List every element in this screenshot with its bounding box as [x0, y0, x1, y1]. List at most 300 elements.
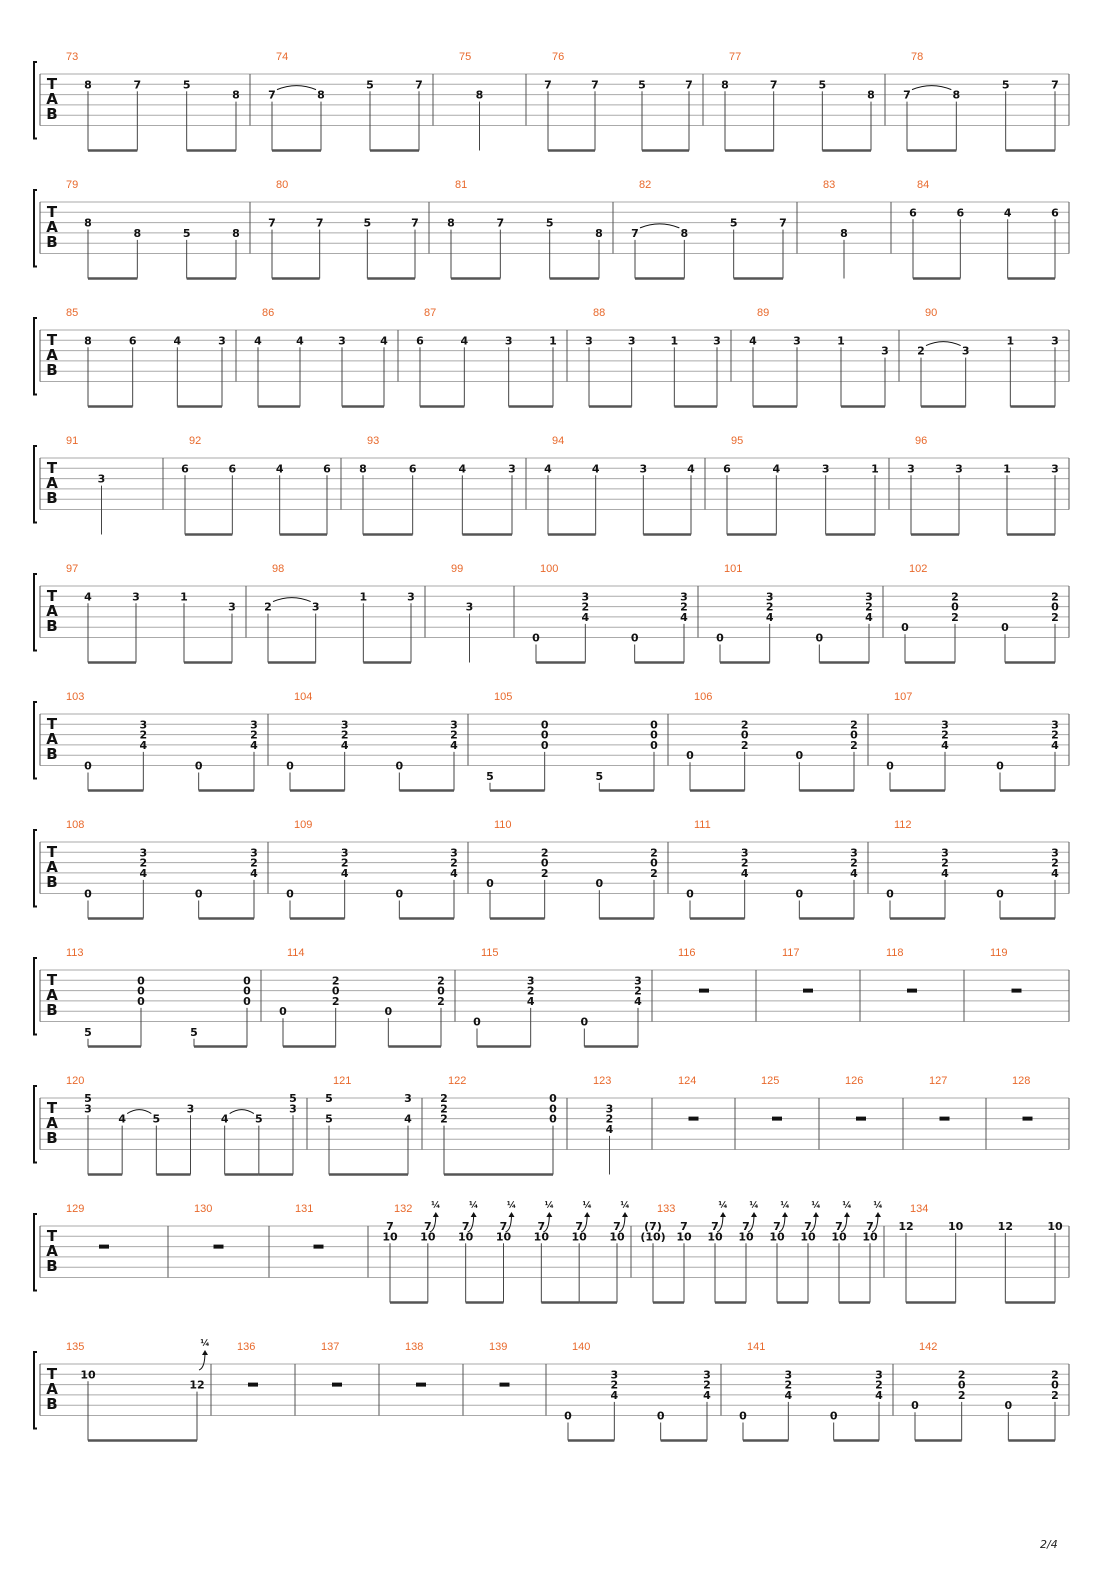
bend-label: ¼: [506, 1201, 517, 1211]
fret-number: 0: [243, 984, 251, 998]
fret-number: 2: [139, 728, 148, 742]
fret-number: 0: [243, 994, 251, 1008]
measure: [544, 435, 705, 535]
measure-number: 136: [237, 1341, 256, 1353]
fret-number: 7: [133, 78, 142, 92]
fret-number: 8: [133, 226, 142, 240]
measure-number: 83: [823, 179, 836, 191]
whole-rest: [332, 1383, 342, 1387]
bend-label: ¼: [842, 1201, 852, 1211]
fret-number: 10: [495, 1230, 512, 1244]
tab-clef-letter: T: [46, 971, 58, 989]
system-bracket: [34, 446, 37, 523]
measure: [321, 1341, 379, 1416]
fret-number: 0: [473, 1015, 481, 1029]
fret-number: 1: [1006, 334, 1015, 348]
fret-number: 5: [545, 216, 554, 230]
fret-number: 0: [437, 984, 445, 998]
fret-number: 10: [80, 1368, 96, 1382]
measure: [886, 691, 1069, 791]
fret-number: 3: [218, 334, 226, 348]
fret-number: 5: [818, 78, 827, 92]
fret-number: 2: [440, 1092, 448, 1105]
measure: [749, 307, 899, 407]
tab-clef-letter: B: [46, 873, 58, 891]
fret-number: 0: [650, 728, 658, 742]
fret-number: 2: [784, 1378, 793, 1392]
measure-number: 105: [494, 691, 513, 703]
measure: [268, 51, 433, 151]
fret-number: 4: [450, 738, 458, 752]
fret-number: 3: [340, 718, 349, 732]
fret-number: 3: [585, 334, 593, 348]
fret-number: 3: [881, 344, 889, 358]
measure-number: 127: [929, 1075, 948, 1087]
fret-number: 6: [408, 462, 417, 476]
bend-arrowhead: [844, 1212, 850, 1217]
fret-number: 2: [865, 600, 873, 614]
tab-clef-letter: T: [46, 715, 58, 733]
fret-number: 0: [194, 887, 203, 901]
fret-number: 10: [707, 1230, 723, 1244]
fret-number: 7: [411, 216, 419, 230]
whole-rest: [803, 989, 813, 993]
tie-arc: [273, 598, 311, 602]
fret-number: 2: [941, 728, 949, 742]
tie-arc: [230, 1110, 254, 1114]
measure-number: 93: [367, 435, 380, 447]
tab-clef-letter: B: [46, 617, 58, 635]
fret-number: 10: [458, 1230, 474, 1244]
measure: [845, 1075, 903, 1150]
fret-number: 3: [84, 1102, 92, 1116]
fret-number: 7: [537, 1220, 546, 1233]
fret-number: 8: [317, 88, 325, 102]
fret-number: 4: [254, 334, 262, 348]
fret-number: 10: [738, 1230, 754, 1244]
measure: [686, 691, 868, 791]
fret-number: 6: [1051, 206, 1059, 220]
staff-system: [34, 51, 1069, 151]
tab-clef-letter: A: [46, 218, 58, 236]
fret-number: 2: [951, 590, 959, 604]
staff-system: [34, 1338, 1069, 1441]
fret-number: 7: [268, 88, 276, 102]
fret-number: 10: [1047, 1220, 1063, 1233]
fret-number: 8: [595, 226, 603, 240]
fret-number: 2: [331, 974, 340, 988]
system-bracket: [34, 958, 37, 1035]
fret-number: 0: [650, 856, 658, 870]
fret-number: 7: [866, 1220, 874, 1233]
fret-number: 2: [1051, 590, 1059, 604]
fret-number: 10: [533, 1230, 549, 1244]
fret-number: 8: [721, 78, 729, 92]
fret-number: 0: [739, 1409, 747, 1423]
tab-clef-letter: A: [46, 346, 58, 364]
fret-number: 5: [638, 78, 646, 92]
fret-number: 1: [549, 334, 557, 348]
fret-number: 5: [325, 1112, 333, 1126]
staff-system: [34, 691, 1069, 791]
measure-number: 117: [782, 947, 800, 959]
measure-number: 139: [489, 1341, 508, 1353]
measure: [40, 1075, 307, 1175]
fret-number: 2: [250, 856, 258, 870]
measure-number: 80: [276, 179, 289, 191]
fret-number: 8: [84, 334, 92, 348]
fret-number: 3: [605, 1102, 614, 1116]
fret-number: 7: [424, 1220, 432, 1233]
fret-number: 0: [243, 974, 251, 988]
fret-number: 8: [232, 88, 240, 102]
tie-arc: [640, 224, 679, 228]
measure: [459, 51, 526, 151]
fret-number: 4: [173, 334, 182, 348]
fret-number: 4: [1003, 206, 1012, 220]
fret-number: 5: [363, 216, 372, 230]
fret-number: 7: [613, 1220, 621, 1233]
fret-number: 0: [395, 759, 404, 773]
fret-number: 2: [440, 1112, 448, 1126]
fret-number: 6: [909, 206, 917, 220]
fret-number: 3: [941, 846, 949, 860]
measure-number: 74: [276, 51, 289, 63]
measure: [473, 947, 652, 1047]
bend-arrowhead: [875, 1212, 881, 1217]
fret-number: 0: [540, 718, 549, 732]
fret-number: 1: [837, 334, 845, 348]
measure: [359, 435, 526, 535]
tab-clef-letter: A: [46, 474, 58, 492]
system-bracket: [34, 830, 37, 907]
fret-number: 3: [1051, 462, 1059, 476]
measure: [901, 563, 1069, 663]
fret-number: 3: [821, 462, 830, 476]
fret-number: 3: [703, 1368, 711, 1382]
fret-number: 1: [670, 334, 679, 348]
bend-label: ¼: [431, 1201, 441, 1211]
fret-number: 2: [340, 856, 349, 870]
fret-number: 0: [137, 994, 145, 1008]
measure-number: 123: [593, 1075, 612, 1087]
fret-number: 0: [996, 759, 1004, 773]
fret-number: 12: [898, 1220, 914, 1233]
fret-number: 3: [228, 600, 236, 614]
fret-number: 0: [716, 631, 724, 645]
measure-number: 114: [287, 947, 305, 959]
measure-number: 126: [845, 1075, 864, 1087]
measure-number: 104: [294, 691, 313, 703]
measure: [640, 1200, 884, 1303]
fret-number: 8: [359, 462, 367, 476]
system-bracket: [34, 318, 37, 395]
fret-number: 2: [610, 1378, 619, 1392]
fret-number: 3: [340, 846, 349, 860]
bend-arrowhead: [622, 1212, 628, 1217]
fret-number: 7: [835, 1220, 843, 1233]
fret-number: 4: [687, 462, 695, 476]
fret-number: 7: [779, 216, 787, 230]
fret-number: 0: [996, 887, 1004, 901]
measure: [489, 1341, 546, 1416]
measure: [761, 1075, 819, 1150]
fret-number: 10: [382, 1230, 398, 1244]
measure-number: 102: [909, 563, 928, 575]
fret-number: 10: [609, 1230, 625, 1244]
whole-rest: [856, 1117, 866, 1121]
fret-number: 5: [255, 1112, 263, 1126]
measure-number: 75: [459, 51, 472, 63]
whole-rest: [1012, 989, 1022, 993]
fret-number: 7: [685, 78, 693, 92]
measure-number: 92: [189, 435, 202, 447]
fret-number: 4: [404, 1112, 412, 1126]
fret-number: 3: [250, 846, 258, 860]
fret-number: 2: [650, 866, 658, 880]
fret-number: 8: [232, 226, 240, 240]
fret-number: 0: [549, 1112, 557, 1126]
tab-clef-letter: A: [46, 1114, 58, 1132]
fret-number: 3: [404, 1092, 412, 1105]
fret-number: 0: [384, 1005, 393, 1019]
fret-number: 3: [581, 590, 590, 604]
measure-number: 87: [424, 307, 437, 319]
fret-number: 2: [650, 846, 658, 860]
measure: [279, 947, 455, 1047]
measure: [886, 819, 1069, 919]
fret-number: 1: [180, 590, 188, 604]
fret-number: 3: [250, 718, 258, 732]
tab-clef-letter: T: [46, 1365, 58, 1383]
fret-number: 3: [311, 600, 320, 614]
fret-number: 3: [639, 462, 648, 476]
page-number: 2/4: [1040, 1538, 1058, 1551]
fret-number: 3: [407, 590, 415, 604]
measure-number: 125: [761, 1075, 780, 1087]
tab-clef-letter: A: [46, 1242, 58, 1260]
fret-number: 7: [386, 1220, 394, 1233]
whole-rest: [416, 1383, 426, 1387]
measure: [40, 435, 163, 535]
staff-system: [34, 307, 1069, 407]
fret-number: 7: [680, 1220, 688, 1233]
fret-number: 7: [769, 78, 778, 92]
bend-label: ¼: [582, 1201, 592, 1211]
fret-number: 3: [139, 718, 148, 732]
measure-number: 131: [295, 1203, 314, 1215]
fret-number: 3: [907, 462, 915, 476]
fret-number: 4: [865, 610, 873, 624]
measure: [40, 1338, 211, 1441]
fret-number: 0: [286, 759, 294, 773]
fret-number: 3: [1051, 846, 1059, 860]
fret-number: 4: [250, 866, 258, 880]
fret-number: 2: [703, 1378, 711, 1392]
fret-number: 5: [595, 769, 604, 783]
measure: [723, 435, 889, 535]
fret-number: 4: [850, 866, 858, 880]
bend-arrowhead: [813, 1212, 819, 1217]
fret-number: 10: [862, 1230, 878, 1244]
fret-number: 5: [182, 78, 191, 92]
tab-clef-letter: T: [46, 843, 58, 861]
fret-number: 3: [289, 1102, 297, 1116]
tab-clef-letter: T: [46, 1227, 58, 1245]
fret-number: 2: [765, 600, 774, 614]
fret-number: 0: [815, 631, 824, 645]
fret-number: 0: [137, 974, 145, 988]
fret-number: (7): [644, 1220, 662, 1233]
fret-number: 7: [711, 1220, 719, 1233]
measure: [447, 179, 613, 279]
measure: [631, 179, 797, 279]
measure-number: 132: [394, 1203, 413, 1215]
fret-number: 1: [1003, 462, 1011, 476]
measure: [405, 1341, 463, 1416]
bend-label: ¼: [873, 1201, 883, 1211]
whole-rest: [500, 1383, 510, 1387]
tab-clef-letter: B: [46, 1257, 58, 1275]
measure-number: 111: [694, 819, 711, 831]
fret-number: 7: [631, 226, 639, 240]
fret-number: 1: [871, 462, 879, 476]
measure-number: 124: [678, 1075, 697, 1087]
fret-number: 2: [957, 1388, 966, 1402]
measure: [593, 1075, 652, 1175]
fret-number: 4: [680, 610, 688, 624]
measure-number: 118: [886, 947, 904, 959]
measure: [544, 51, 703, 151]
tab-clef-letter: T: [46, 331, 58, 349]
fret-number: 10: [769, 1230, 785, 1244]
bend-label: ¼: [200, 1339, 210, 1349]
fret-number: 7: [575, 1220, 583, 1233]
fret-number: 4: [460, 334, 469, 348]
measure-number: 108: [66, 819, 85, 831]
tab-clef-letter: T: [46, 203, 58, 221]
fret-number: 0: [630, 631, 639, 645]
fret-number: 4: [703, 1388, 711, 1402]
fret-number: 2: [850, 856, 858, 870]
fret-number: 0: [1004, 1399, 1013, 1413]
fret-number: 7: [415, 78, 423, 92]
fret-number: 4: [875, 1388, 883, 1402]
fret-number: 3: [850, 846, 858, 860]
fret-number: 4: [740, 866, 749, 880]
tab-clef-letter: B: [46, 489, 58, 507]
whole-rest: [699, 989, 709, 993]
tab-clef-letter: A: [46, 602, 58, 620]
measure-number: 130: [194, 1203, 213, 1215]
measure: [286, 819, 468, 919]
fret-number: 0: [656, 1409, 665, 1423]
tab-clef-letter: T: [46, 75, 58, 93]
measure: [917, 307, 1069, 407]
fret-number: 2: [581, 600, 590, 614]
fret-number: 3: [610, 1368, 619, 1382]
measure-number: 94: [552, 435, 565, 447]
tie-arc: [127, 1110, 151, 1114]
measure: [886, 947, 964, 1022]
measure: [564, 1341, 721, 1441]
fret-number: 0: [395, 887, 404, 901]
tab-clef-letter: T: [46, 587, 58, 605]
tab-clef-letter: A: [46, 986, 58, 1004]
fret-number: 0: [829, 1409, 838, 1423]
bend-arrowhead: [584, 1212, 590, 1217]
fret-number: 0: [1001, 621, 1009, 635]
tab-clef-letter: B: [46, 1001, 58, 1019]
measure-number: 78: [911, 51, 924, 63]
measure: [782, 947, 860, 1022]
tab-clef-letter: A: [46, 90, 58, 108]
fret-number: 4: [275, 462, 284, 476]
fret-number: 7: [773, 1220, 781, 1233]
fret-number: 2: [1051, 728, 1059, 742]
fret-number: 5: [729, 216, 738, 230]
measure: [286, 691, 468, 791]
fret-number: 10: [948, 1220, 964, 1233]
fret-number: 3: [508, 462, 516, 476]
fret-number: (10): [640, 1230, 666, 1244]
fret-number: 2: [605, 1112, 614, 1126]
fret-number: 7: [903, 88, 911, 102]
fret-number: 2: [740, 738, 749, 752]
tie-arc: [926, 342, 961, 346]
measure-number: 90: [925, 307, 938, 319]
fret-number: 0: [595, 877, 604, 891]
system-bracket: [34, 1086, 37, 1163]
fret-number: 4: [765, 610, 774, 624]
fret-number: 4: [784, 1388, 793, 1402]
fret-number: 4: [581, 610, 590, 624]
measure-number: 73: [66, 51, 79, 63]
measure: [486, 819, 668, 919]
measure-number: 135: [66, 1341, 85, 1353]
fret-number: 2: [450, 728, 458, 742]
bend-label: ¼: [620, 1201, 630, 1211]
measure: [194, 1203, 269, 1278]
fret-number: 6: [323, 462, 331, 476]
measure: [254, 307, 398, 407]
fret-number: 0: [795, 749, 804, 763]
tie-arc: [912, 86, 951, 90]
fret-number: 0: [564, 1409, 572, 1423]
fret-number: 6: [128, 334, 137, 348]
fret-number: 2: [957, 1368, 966, 1382]
measure: [532, 563, 698, 663]
measure-number: 109: [294, 819, 313, 831]
measure-number: 116: [678, 947, 696, 959]
measure-number: 106: [694, 691, 713, 703]
measure: [40, 179, 250, 279]
measure-number: 141: [747, 1341, 766, 1353]
tab-clef-letter: B: [46, 105, 58, 123]
measure: [451, 563, 514, 663]
fret-number: 4: [634, 994, 642, 1008]
fret-number: 3: [875, 1368, 883, 1382]
fret-number: 7: [544, 78, 552, 92]
measure: [268, 179, 429, 279]
fret-number: 3: [132, 590, 140, 604]
measure-number: 137: [321, 1341, 340, 1353]
fret-number: 5: [84, 1025, 92, 1039]
fret-number: 2: [941, 856, 949, 870]
measure-number: 96: [915, 435, 928, 447]
fret-number: 3: [955, 462, 963, 476]
fret-number: 2: [1051, 1388, 1059, 1402]
